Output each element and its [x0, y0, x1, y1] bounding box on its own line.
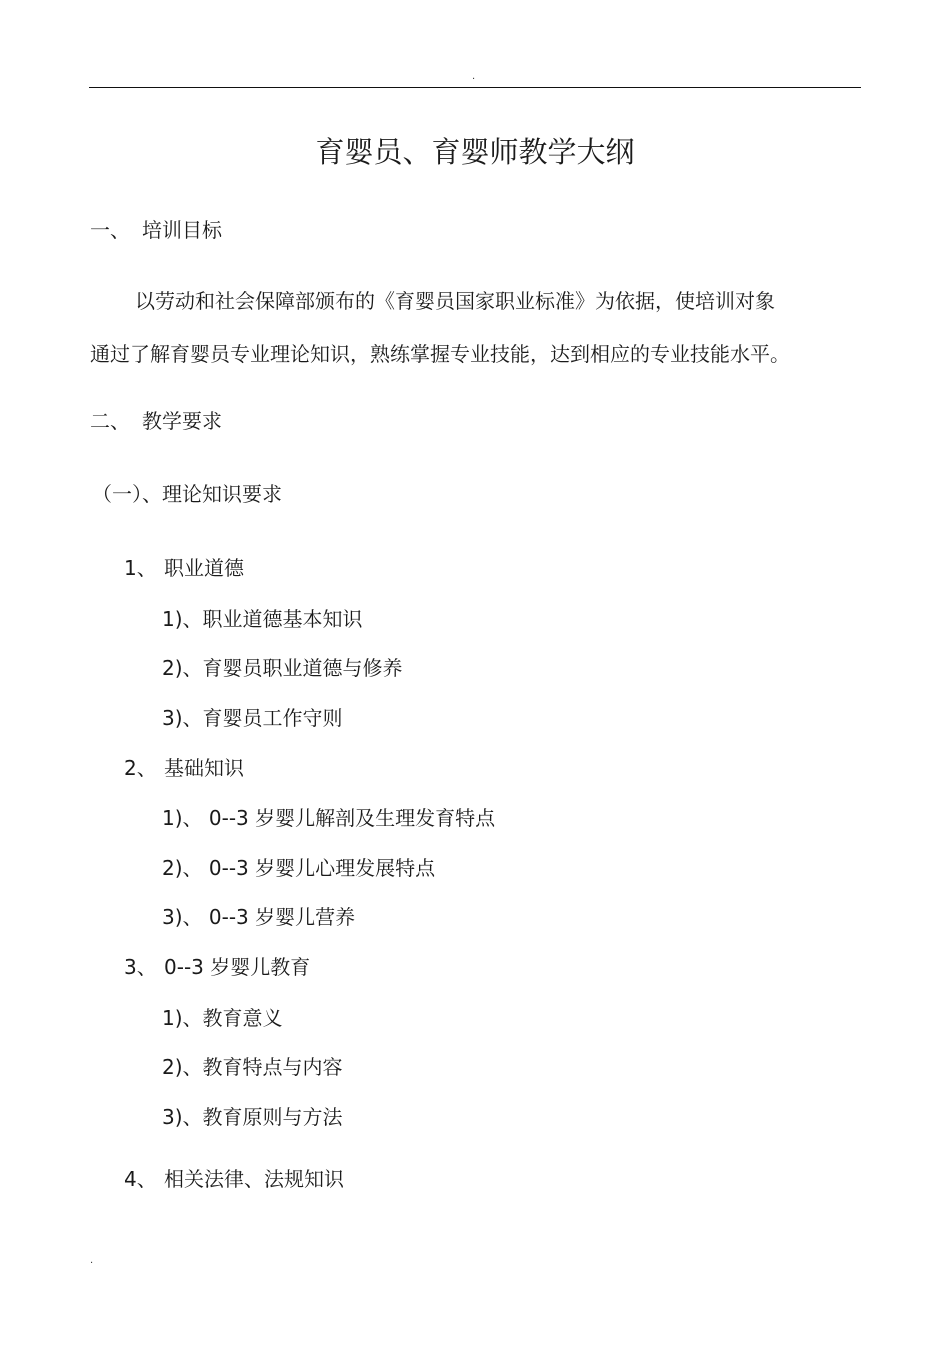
list-item-1-number: 1、: [124, 556, 157, 580]
document-title: 育婴员、育婴师教学大纲: [315, 135, 635, 169]
section-1-heading: [90, 215, 222, 245]
section-1-title: 培训目标: [142, 218, 222, 242]
list-item-2-label: 基础知识: [164, 756, 244, 780]
list-item-3: [124, 952, 310, 982]
list-subitem-1-1: 1)、职业道德基本知识: [162, 607, 363, 631]
list-item-3-label: 0--3 岁婴儿教育: [164, 955, 311, 979]
section-1-paragraph-line-1: 以劳动和社会保障部颁布的《育婴员国家职业标准》为依据，使培训对象: [135, 289, 775, 313]
list-item-1-label: 职业道德: [164, 556, 244, 580]
list-subitem-3-2: 2)、教育特点与内容: [162, 1055, 343, 1079]
list-item-1: [124, 553, 244, 583]
list-subitem-3-3: 3)、教育原则与方法: [162, 1105, 343, 1129]
list-subitem-1-2: 2)、育婴员职业道德与修养: [162, 656, 403, 680]
list-item-2: [124, 753, 244, 783]
list-subitem-1-3: 3)、育婴员工作守则: [162, 706, 343, 730]
section-2-title: 教学要求: [142, 409, 222, 433]
subsection-theory-heading: （一）、理论知识要求: [92, 482, 282, 506]
section-2-number: 二、: [90, 409, 130, 433]
list-subitem-2-2: 2)、 0--3 岁婴儿心理发展特点: [162, 856, 436, 880]
list-item-4: [124, 1164, 344, 1194]
header-dot: .: [472, 71, 476, 82]
list-item-4-number: 4、: [124, 1167, 157, 1191]
section-1-number: 一、: [90, 218, 130, 242]
section-2-heading: [90, 406, 222, 436]
footer-dot: .: [90, 1255, 94, 1266]
list-subitem-2-3: 3)、 0--3 岁婴儿营养: [162, 905, 356, 929]
list-item-3-number: 3、: [124, 955, 157, 979]
list-subitem-3-1: 1)、教育意义: [162, 1006, 283, 1030]
header-rule: [89, 87, 861, 88]
list-subitem-2-1: 1)、 0--3 岁婴儿解剖及生理发育特点: [162, 806, 496, 830]
list-item-2-number: 2、: [124, 756, 157, 780]
list-item-4-label: 相关法律、法规知识: [164, 1167, 344, 1191]
section-1-paragraph-line-2: 通过了解育婴员专业理论知识，熟练掌握专业技能，达到相应的专业技能水平。: [90, 342, 790, 366]
